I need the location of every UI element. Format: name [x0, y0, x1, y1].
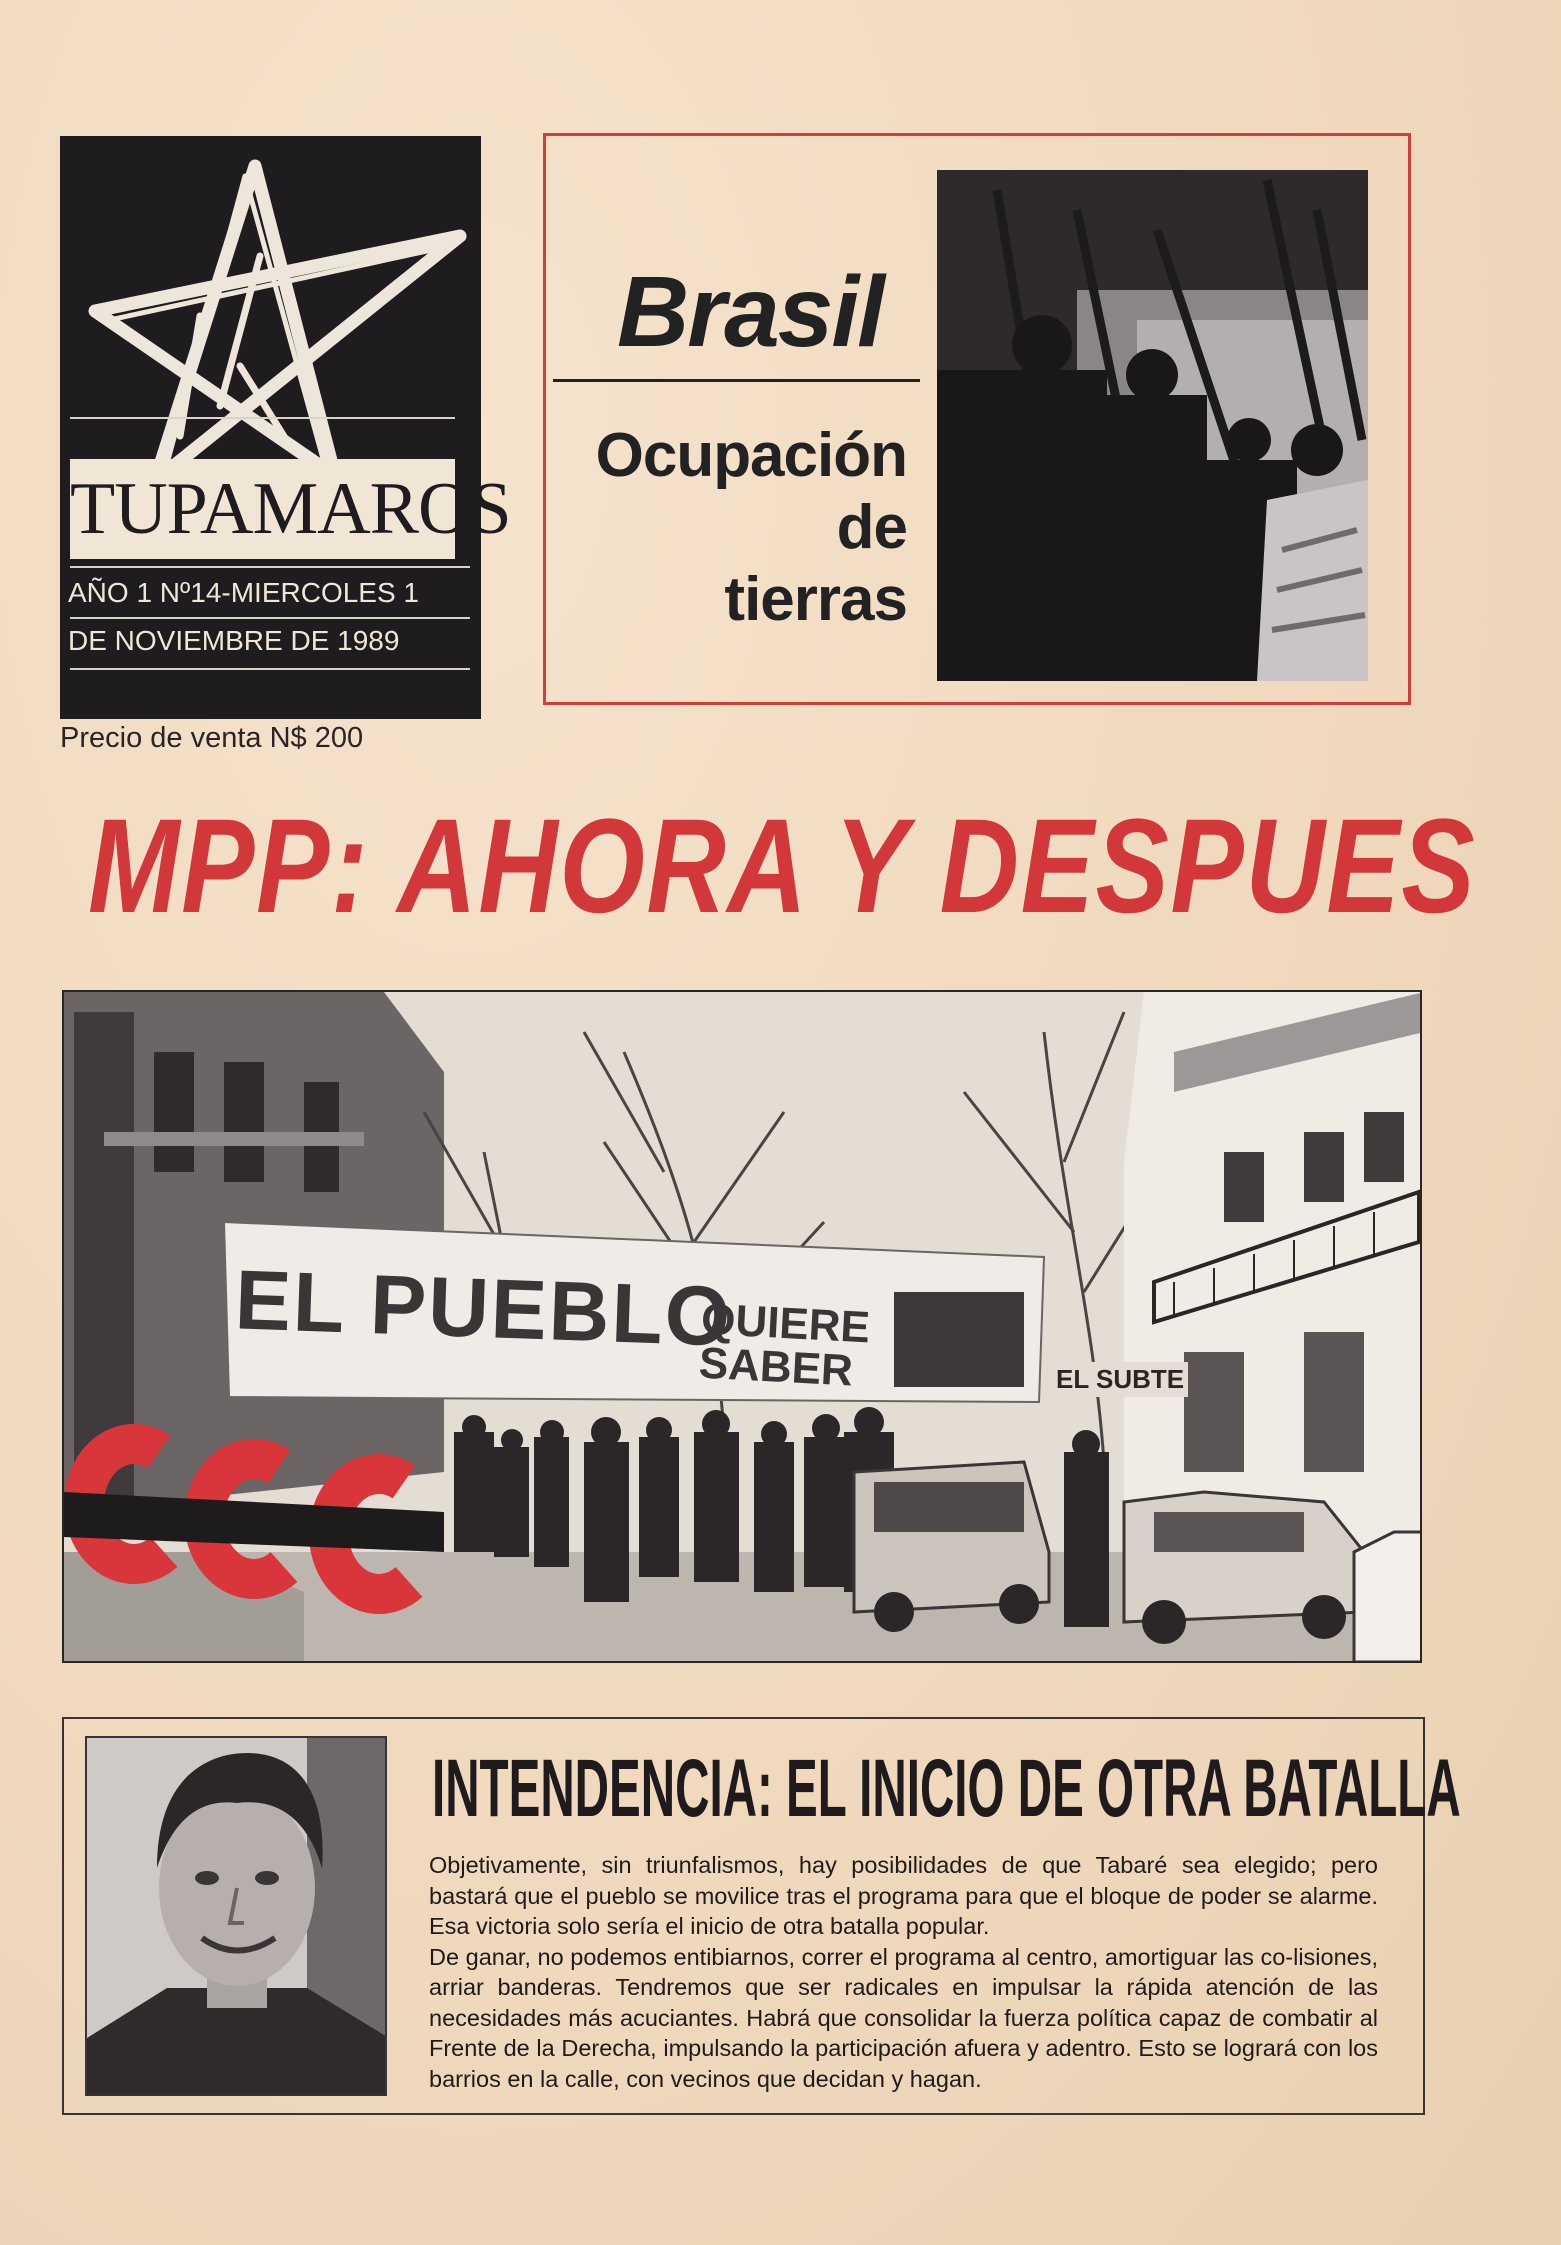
banner-text: EL PUEBLO — [233, 1252, 734, 1364]
article-body — [429, 1850, 1378, 2094]
article-title: INTENDENCIA: EL INICIO DE OTRA BATALLA — [432, 1743, 1461, 1834]
portrait-photo — [85, 1736, 387, 2096]
land-occupation-photo — [937, 170, 1368, 681]
banner-text-secondary — [697, 1294, 872, 1396]
subtitle-line: tierras — [724, 565, 907, 634]
brasil-subtitle — [553, 420, 907, 636]
divider — [553, 379, 920, 382]
masthead-rule — [70, 566, 470, 568]
logo: TUPAMAROS — [70, 468, 511, 550]
masthead-rule — [70, 617, 470, 619]
issue-line: AÑO 1 Nº14-MIERCOLES 1 — [68, 577, 419, 608]
shop-sign: EL SUBTE — [1052, 1362, 1188, 1397]
price: Precio de venta N$ 200 — [60, 722, 364, 754]
subtitle-line: de — [836, 493, 907, 562]
main-headline: MPP: AHORA Y DESPUES — [88, 792, 1477, 941]
subtitle-line: Ocupación — [595, 421, 907, 490]
banner-word: SABER — [697, 1338, 855, 1396]
brasil-title: Brasil — [617, 256, 883, 368]
masthead-rule — [70, 417, 455, 419]
masthead-rule — [70, 668, 470, 670]
article-paragraph: Objetivamente, sin triunfalismos, hay posibilidades de que Tabaré sea elegido; pero bastará que el pueblo se movilice tras el programa para que el bloque de poder se alarme. Esa victoria solo sería el inicio de otra batalla popular. — [429, 1852, 1378, 1939]
issue-date: DE NOVIEMBRE DE 1989 — [68, 625, 400, 656]
article-paragraph: De ganar, no podemos entibiarnos, correr el programa al centro, amortiguar las co-lisiones, arriar banderas. Tendremos que ser radicales en impulsar la rápida atención de las necesidades más acuciantes. Habrá que consolidar la fuerza política capaz de combatir al Frente de la Derecha, impulsando la participación afuera y adentro. Esto se logrará con los barrios en la calle, con vecinos que decidan y hagan. — [429, 1943, 1378, 2092]
banner-word: QUIERE — [700, 1294, 872, 1353]
